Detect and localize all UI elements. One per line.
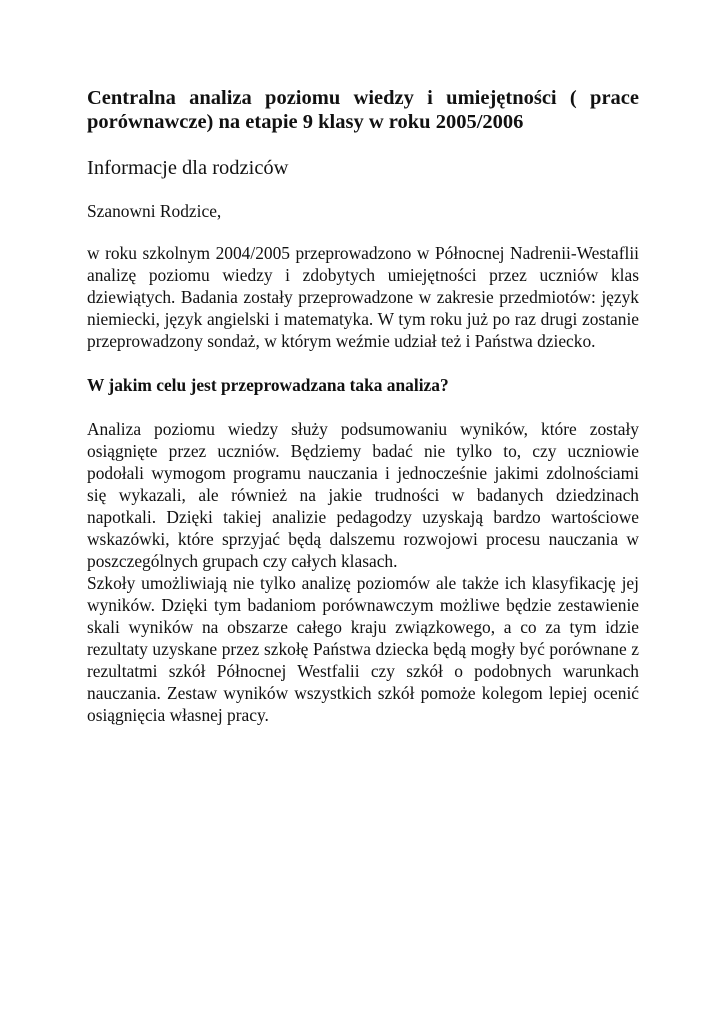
document-title: Centralna analiza poziomu wiedzy i umiejętności ( prace porównawcze) na etapie 9 klasy w roku 2005/2006	[87, 87, 639, 133]
intro-paragraph: w roku szkolnym 2004/2005 przeprowadzono w Północnej Nadrenii-Westaflii analizę poziomu wiedzy i zdobytych umiejętności przez uczniów klas dziewiątych. Badania zostały przeprowadzone w zakresie przedmiotów: język niemiecki, język angielski i matematyka. W tym roku już po raz drugi zostanie przeprowadzony sondaż, w którym weźmie udział też i Państwa dziecko.	[87, 243, 639, 351]
purpose-paragraph: Analiza poziomu wiedzy służy podsumowaniu wyników, które zostały osiągnięte przez uczniów. Będziemy badać nie tylko to, czy uczniowie podołali wymogom programu nauczania i jednocześnie jakimi zdolnościami się wykazali, ale również na jakie trudności w badanych dziedzinach napotkali. Dzięki takiej analizie pedagodzy uzyskają bardzo wartościowe wskazówki, które sprzyjać będą dalszemu rozwojowi procesu nauczania w poszczególnych grupach czy całych klasach.	[87, 419, 639, 571]
document-page	[87, 86, 639, 726]
greeting: Szanowni Rodzice,	[87, 201, 222, 221]
schools-paragraph: Szkoły umożliwiają nie tylko analizę poziomów ale także ich klasyfikację jej wyników. Dzięki tym badaniom porównawczym możliwe będzie zestawienie skali wyników na obszarze całego kraju związkowego, a co za tym idzie rezultaty uzyskane przez szkołę Państwa dziecka będą mogły być porównane z rezultatmi szkół Północnej Westfalii czy szkół o podobnych warunkach nauczania. Zestaw wyników wszystkich szkół pomoże kolegom lepiej ocenić osiągnięcia własnej pracy.	[87, 573, 639, 725]
document-subtitle: Informacje dla rodziców	[87, 157, 289, 179]
section-heading: W jakim celu jest przeprowadzana taka analiza?	[87, 375, 449, 395]
